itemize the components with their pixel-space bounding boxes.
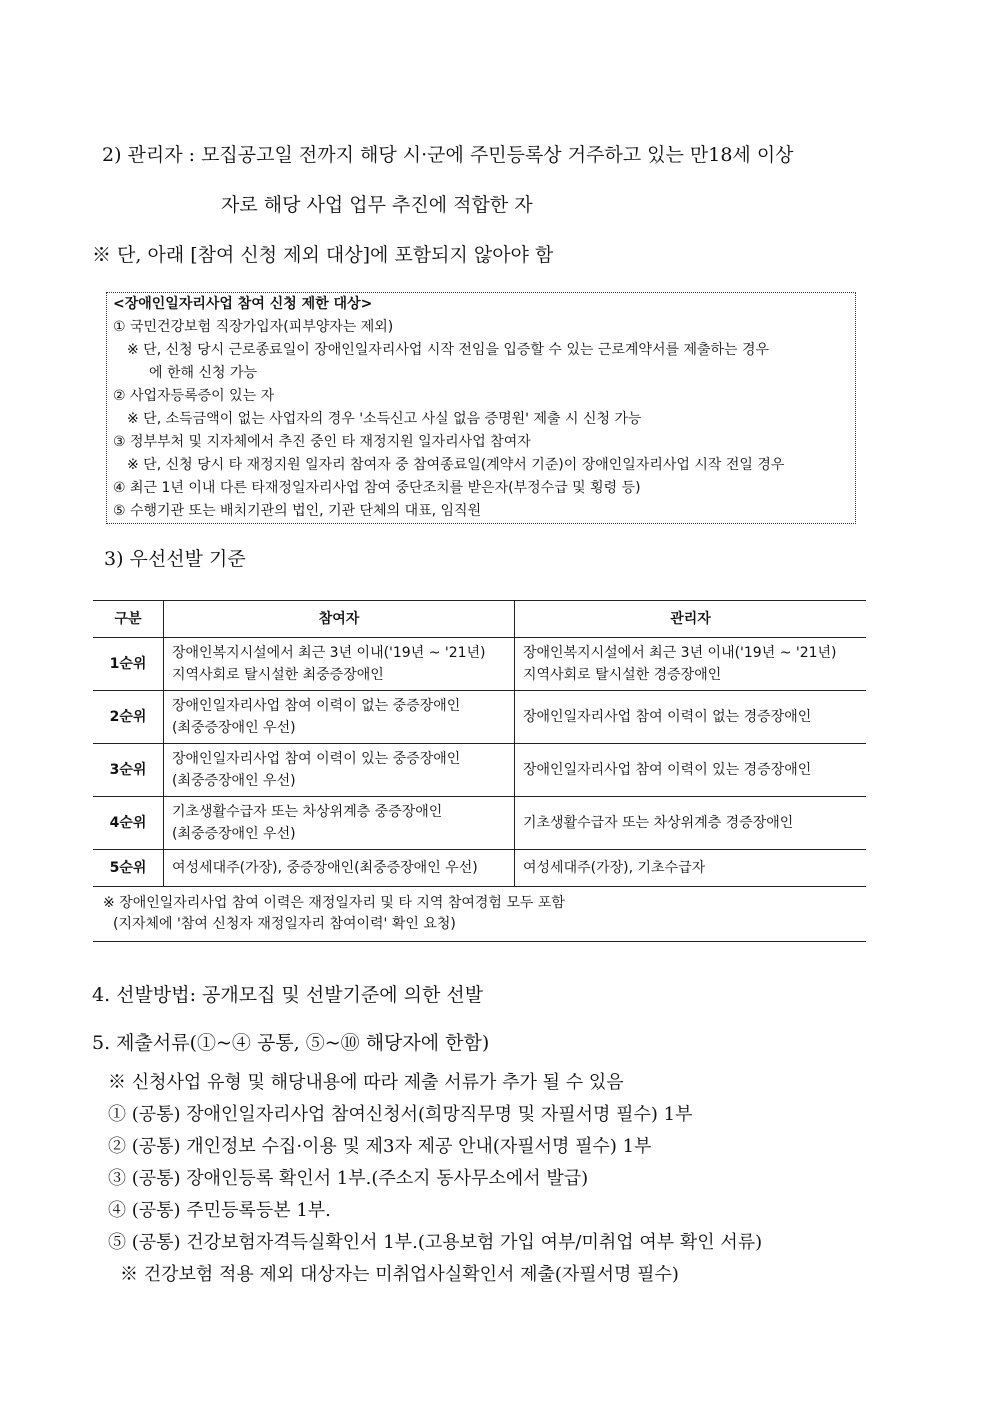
section5-heading: 5. 제출서류(①~④ 공통, ⑤~⑩ 해당자에 한함) — [92, 1032, 490, 1054]
document-item: ③ (공통) 장애인등록 확인서 1부.(주소지 동사무소에서 발급) — [108, 1168, 589, 1189]
rank-cell: 3순위 — [93, 744, 164, 797]
table-note-line1: ※ 장애인일자리사업 참여 이력은 재정일자리 및 타 지역 참여경험 모두 포함 — [103, 895, 565, 911]
table-row — [93, 850, 866, 887]
exclusion-note: ※ 단, 아래 [참여 신청 제외 대상]에 포함되지 않아야 함 — [92, 244, 554, 266]
restriction-item: ③ 정부부처 및 지자체에서 추진 중인 타 재정지원 일자리사업 참여자 — [113, 434, 531, 450]
table-note-line2: (지자체에 '참여 신청자 재정일자리 참여이력' 확인 요청) — [113, 916, 456, 932]
restriction-item: ⑤ 수행기관 또는 배치기관의 법인, 기관 단체의 대표, 임직원 — [113, 503, 482, 519]
manager-criteria-line1: 2) 관리자 : 모집공고일 전까지 해당 시·군에 주민등록상 거주하고 있는 만18세 이상 — [102, 144, 794, 166]
priority-table — [93, 600, 866, 942]
rank-cell: 4순위 — [93, 797, 164, 850]
restriction-subnote: ※ 단, 신청 당시 근로종료일이 장애인일자리사업 시작 전임을 입증할 수 있는 근로계약서를 제출하는 경우 — [127, 342, 770, 358]
table-note-row — [93, 887, 866, 942]
col-header-manager: 관리자 — [515, 601, 867, 638]
manager-cell: 기초생활수급자 또는 차상위계층 경증장애인 — [515, 797, 867, 850]
participant-cell: 장애인일자리사업 참여 이력이 없는 중증장애인 (최중증장애인 우선) — [164, 691, 515, 744]
participant-cell: 기초생활수급자 또는 차상위계층 중증장애인 (최중증장애인 우선) — [164, 797, 515, 850]
section4-heading: 4. 선발방법: 공개모집 및 선발기준에 의한 선발 — [92, 984, 484, 1006]
rank-cell: 5순위 — [93, 850, 164, 887]
table-header-row — [93, 601, 866, 638]
document-item: ⑤ (공통) 건강보험자격득실확인서 1부.(고용보험 가입 여부/미취업 여부 확인 서류) — [108, 1232, 763, 1253]
restriction-box — [106, 292, 856, 524]
manager-cell: 장애인일자리사업 참여 이력이 없는 경증장애인 — [515, 691, 867, 744]
table-note — [93, 887, 866, 942]
participant-cell: 장애인복지시설에서 최근 3년 이내('19년 ~ '21년) 지역사회로 탈시설한 최중증장애인 — [164, 638, 515, 691]
document-item: ① (공통) 장애인일자리사업 참여신청서(희망직무명 및 자필서명 필수) 1부 — [108, 1104, 693, 1125]
document-item: ② (공통) 개인정보 수집·이용 및 제3자 제공 안내(자필서명 필수) 1부 — [108, 1136, 652, 1157]
participant-cell: 장애인일자리사업 참여 이력이 있는 중증장애인 (최중증장애인 우선) — [164, 744, 515, 797]
table-row — [93, 638, 866, 691]
restriction-item: ④ 최근 1년 이내 다른 타재정일자리사업 참여 중단조치를 받은자(부정수급 및 횡령 등) — [113, 480, 641, 496]
restriction-subnote: ※ 단, 신청 당시 타 재정지원 일자리 참여자 중 참여종료일(계약서 기준)이 장애인일자리사업 시작 전일 경우 — [127, 457, 785, 473]
restriction-subnote: ※ 단, 소득금액이 없는 사업자의 경우 '소득신고 사실 없음 증명원' 제출 시 신청 가능 — [127, 411, 642, 427]
rank-cell: 1순위 — [93, 638, 164, 691]
col-header-category: 구분 — [93, 601, 164, 638]
document-item: ④ (공통) 주민등록등본 1부. — [108, 1200, 331, 1221]
table-row — [93, 797, 866, 850]
manager-criteria-line2: 자로 해당 사업 업무 추진에 적합한 자 — [221, 194, 533, 216]
priority-heading: 3) 우선선발 기준 — [104, 548, 246, 570]
restriction-subnote-cont: 에 한해 신청 가능 — [149, 365, 258, 381]
table-row — [93, 691, 866, 744]
restriction-item: ① 국민건강보험 직장가입자(피부양자는 제외) — [113, 319, 394, 335]
rank-cell: 2순위 — [93, 691, 164, 744]
participant-cell: 여성세대주(가장), 중증장애인(최중증장애인 우선) — [164, 850, 515, 887]
manager-cell: 여성세대주(가장), 기초수급자 — [515, 850, 867, 887]
manager-cell: 장애인복지시설에서 최근 3년 이내('19년 ~ '21년) 지역사회로 탈시설한 경증장애인 — [515, 638, 867, 691]
documents-subnote: ※ 건강보험 적용 제외 대상자는 미취업사실확인서 제출(자필서명 필수) — [120, 1264, 679, 1285]
documents-note: ※ 신청사업 유형 및 해당내용에 따라 제출 서류가 추가 될 수 있음 — [108, 1072, 624, 1093]
restriction-title: <장애인일자리사업 참여 신청 제한 대상> — [113, 296, 373, 312]
table-row — [93, 744, 866, 797]
col-header-participant: 참여자 — [164, 601, 515, 638]
restriction-item: ② 사업자등록증이 있는 자 — [113, 388, 275, 404]
manager-cell: 장애인일자리사업 참여 이력이 있는 경증장애인 — [515, 744, 867, 797]
